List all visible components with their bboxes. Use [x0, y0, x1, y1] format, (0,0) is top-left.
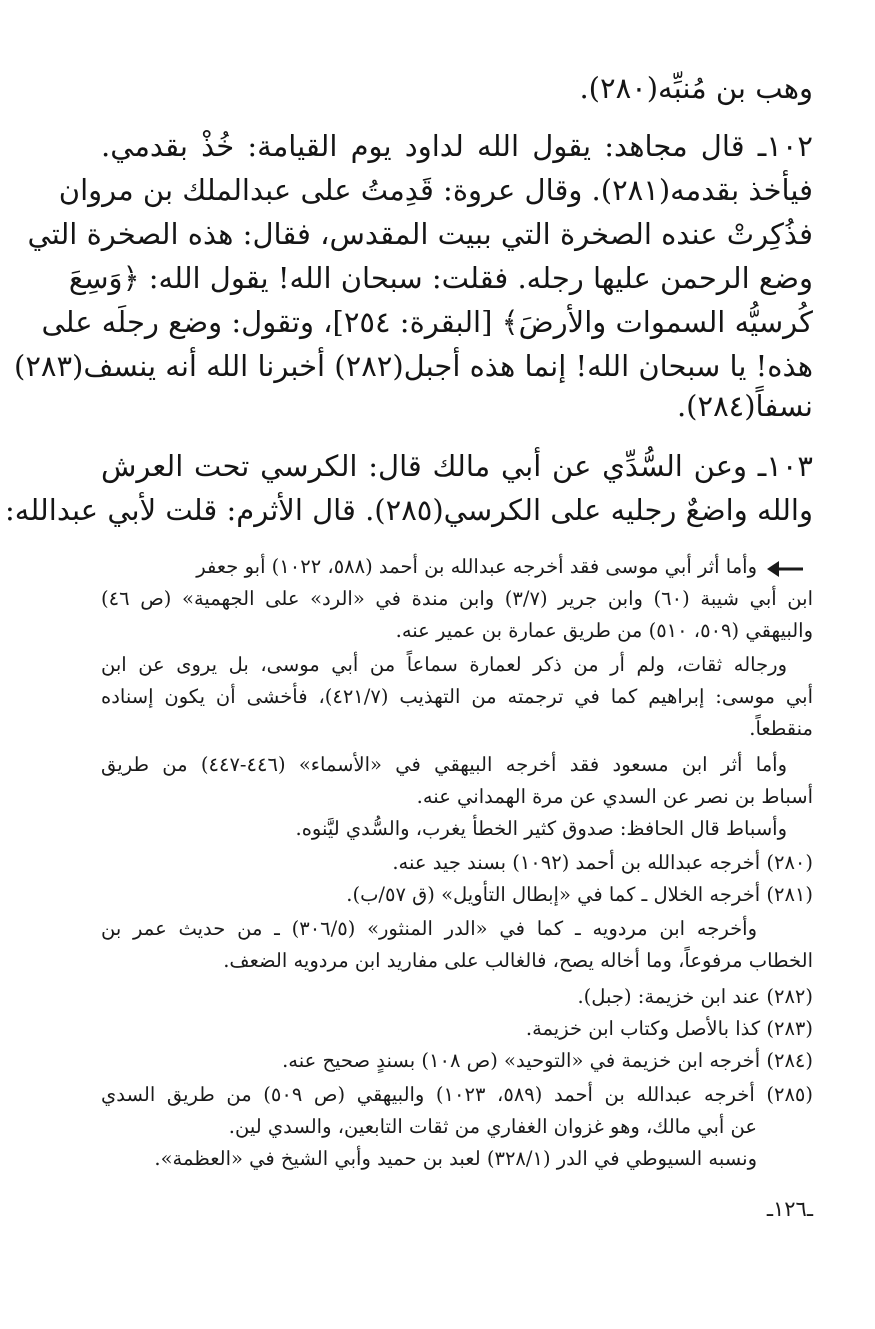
- continuation-arrow-icon: [765, 558, 805, 580]
- footnote-280: (٢٨٠) أخرجه عبدالله بن أحمد (١٠٩٢) بسند جيد عنه.: [392, 851, 813, 874]
- paragraph-102-line-6: هذه! يا سبحان الله! إنما هذه أجبل(٢٨٢) أخبرنا الله أنه ينسف(٢٨٣): [13, 349, 813, 383]
- footnote-continuation-line-1: وأما أثر أبي موسى فقد أخرجه عبدالله بن أحمد (٥٨٨، ١٠٢٢) أبو جعفر: [196, 555, 757, 578]
- footnote-continuation-line-6: منقطعاً.: [749, 717, 813, 740]
- footnote-284: (٢٨٤) أخرجه ابن خزيمة في «التوحيد» (ص ١٠٨) بسندٍ صحيح عنه.: [282, 1049, 813, 1072]
- footnote-285-line-3: ونسبه السيوطي في الدر (٣٢٨/١) لعبد بن حميد وأبي الشيخ في «العظمة».: [154, 1147, 757, 1170]
- footnote-continuation-line-7: وأما أثر ابن مسعود فقد أخرجه البيهقي في «الأسماء» (٤٤٦-٤٤٧) من طريق: [101, 753, 787, 776]
- footnote-continuation-line-3: والبيهقي (٥٠٩، ٥١٠) من طريق عمارة بن عمير عنه.: [395, 619, 813, 642]
- paragraph-103-line-1: ١٠٣ـ وعن السُّدِّي عن أبي مالك قال: الكرسي تحت العرش: [101, 449, 813, 483]
- footnote-281-line-2: وأخرجه ابن مردويه ـ كما في «الدر المنثور» (٣٠٦/٥) ـ من حديث عمر بن: [101, 917, 757, 940]
- main-line-1: وهب بن مُنبِّه(٢٨٠).: [579, 71, 813, 105]
- footnote-continuation-line-5: أبي موسى: إبراهيم كما في ترجمته من التهذيب (٤٢١/٧)، فأخشى أن يكون إسناده: [101, 685, 813, 708]
- paragraph-103-line-2: والله واضعٌ رجليه على الكرسي(٢٨٥). قال الأثرم: قلت لأبي عبدالله:: [5, 493, 813, 527]
- paragraph-102-line-2: فيأخذ بقدمه(٢٨١). وقال عروة: قَدِمتُ على عبدالملك بن مروان: [58, 173, 813, 207]
- paragraph-102-line-5: كُرسيُّه السموات والأرضَ﴾ [البقرة: ٢٥٤]، وتقول: وضع رجلَه على: [41, 305, 813, 339]
- paragraph-102-line-4: وضع الرحمن عليها رجله. فقلت: سبحان الله! يقول الله: ﴿وَسِعَ: [68, 261, 813, 295]
- paragraph-102-line-7: نسفاً(٢٨٤).: [676, 389, 813, 423]
- footnote-285: (٢٨٥) أخرجه عبدالله بن أحمد (٥٨٩، ١٠٢٣) والبيهقي (ص ٥٠٩) من طريق السدي: [101, 1083, 813, 1106]
- footnote-285-line-2: عن أبي مالك، وهو غزوان الغفاري من ثقات التابعين، والسدي لين.: [228, 1115, 757, 1138]
- footnote-283: (٢٨٣) كذا بالأصل وكتاب ابن خزيمة.: [525, 1017, 813, 1040]
- footnote-continuation-line-2: ابن أبي شيبة (٦٠) وابن جرير (٣/٧) وابن مندة في «الرد» على الجهمية» (ص ٤٦): [101, 587, 813, 610]
- page-number: ـ١٢٦ـ: [766, 1197, 813, 1221]
- footnote-281: (٢٨١) أخرجه الخلال ـ كما في «إبطال التأويل» (ق ٥٧/ب).: [346, 883, 813, 906]
- paragraph-102-line-3: فذُكِرتْ عنده الصخرة التي ببيت المقدس، فقال: هذه الصخرة التي: [27, 217, 813, 251]
- footnote-281-line-3: الخطاب مرفوعاً، وما أخاله يصح، فالغالب على مفاريد ابن مردويه الضعف.: [223, 949, 813, 972]
- footnote-282: (٢٨٢) عند ابن خزيمة: (جبل).: [577, 985, 813, 1008]
- footnote-continuation-line-8: أسباط بن نصر عن السدي عن مرة الهمداني عنه.: [416, 785, 813, 808]
- paragraph-102-line-1: ١٠٢ـ قال مجاهد: يقول الله لداود يوم القيامة: خُذْ بقدمي.: [101, 129, 813, 163]
- footnote-continuation-line-4: ورجاله ثقات، ولم أر من ذكر لعمارة سماعاً من أبي موسى، بل يروى عن ابن: [101, 653, 787, 676]
- footnote-continuation-line-9: وأسباط قال الحافظ: صدوق كثير الخطأ يغرب، والسُّدي ليَّنوه.: [295, 817, 787, 840]
